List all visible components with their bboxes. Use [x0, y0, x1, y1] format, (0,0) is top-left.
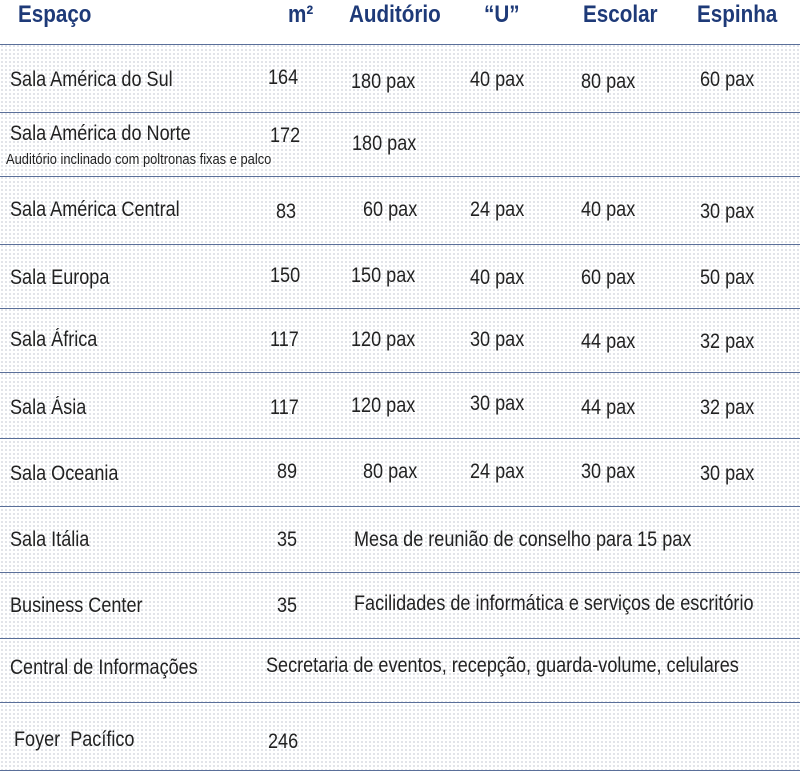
space-description: Facilidades de informática e serviços de escritório [354, 592, 754, 615]
area-m2: 35 [277, 594, 298, 617]
space-description: Mesa de reunião de conselho para 15 pax [354, 528, 692, 551]
table-header [0, 0, 800, 44]
space-description: Secretaria de eventos, recepção, guarda-volume, celulares [266, 654, 739, 677]
row-divider [0, 308, 800, 309]
capacity-espinha: 50 pax [700, 266, 755, 289]
area-m2: 172 [270, 124, 301, 147]
capacity-auditorio: 180 pax [351, 70, 416, 93]
space-name: Sala Ásia [10, 396, 87, 419]
area-m2: 246 [268, 730, 299, 753]
row-divider [0, 44, 800, 45]
area-m2: 117 [270, 396, 299, 419]
header-auditorio: Auditório [349, 1, 441, 28]
header-m2: m² [288, 1, 314, 28]
capacity-espinha: 30 pax [700, 200, 755, 223]
capacity-espinha: 30 pax [700, 462, 755, 485]
capacity-escolar: 44 pax [581, 330, 636, 353]
area-m2: 150 [270, 264, 301, 287]
capacity-auditorio: 120 pax [351, 394, 416, 417]
capacity-escolar: 44 pax [581, 396, 636, 419]
area-m2: 35 [277, 528, 298, 551]
space-name: Foyer Pacífico [14, 728, 135, 751]
capacity-auditorio: 180 pax [352, 132, 417, 155]
capacity-auditorio: 120 pax [351, 328, 416, 351]
row-divider [0, 702, 800, 703]
header-escolar: Escolar [583, 1, 658, 28]
capacity-u: 24 pax [470, 198, 525, 221]
capacity-espinha: 32 pax [700, 330, 755, 353]
capacity-auditorio: 60 pax [363, 198, 418, 221]
row-divider [0, 112, 800, 113]
header-u: “U” [484, 1, 520, 28]
row-divider [0, 506, 800, 507]
capacity-escolar: 60 pax [581, 266, 636, 289]
space-name: Sala Itália [10, 528, 90, 551]
space-note: Auditório inclinado com poltronas fixas e palco [6, 151, 272, 168]
area-m2: 164 [268, 66, 299, 89]
row-divider [0, 572, 800, 573]
capacity-u: 40 pax [470, 266, 525, 289]
space-name: Sala Oceania [10, 462, 119, 485]
header-espaco: Espaço [18, 1, 92, 28]
space-name: Sala Europa [10, 266, 110, 289]
space-name: Central de Informações [10, 656, 198, 679]
capacity-espinha: 60 pax [700, 68, 755, 91]
row-divider [0, 438, 800, 439]
capacity-u: 30 pax [470, 328, 525, 351]
row-divider [0, 244, 800, 245]
capacity-auditorio: 80 pax [363, 460, 418, 483]
area-m2: 117 [270, 328, 299, 351]
area-m2: 89 [277, 460, 298, 483]
header-espinha: Espinha [697, 1, 778, 28]
row-divider [0, 638, 800, 639]
space-name: Sala América do Sul [10, 68, 173, 91]
area-m2: 83 [276, 200, 297, 223]
capacity-u: 24 pax [470, 460, 525, 483]
space-name: Sala América do Norte [10, 122, 191, 145]
capacity-auditorio: 150 pax [351, 264, 416, 287]
space-name: Sala América Central [10, 198, 180, 221]
space-name: Sala África [10, 328, 98, 351]
capacity-escolar: 80 pax [581, 70, 636, 93]
row-divider [0, 176, 800, 177]
space-name: Business Center [10, 594, 143, 617]
capacity-escolar: 40 pax [581, 198, 636, 221]
capacity-u: 30 pax [470, 392, 525, 415]
capacity-espinha: 32 pax [700, 396, 755, 419]
capacity-u: 40 pax [470, 68, 525, 91]
capacity-escolar: 30 pax [581, 460, 636, 483]
row-divider [0, 372, 800, 373]
